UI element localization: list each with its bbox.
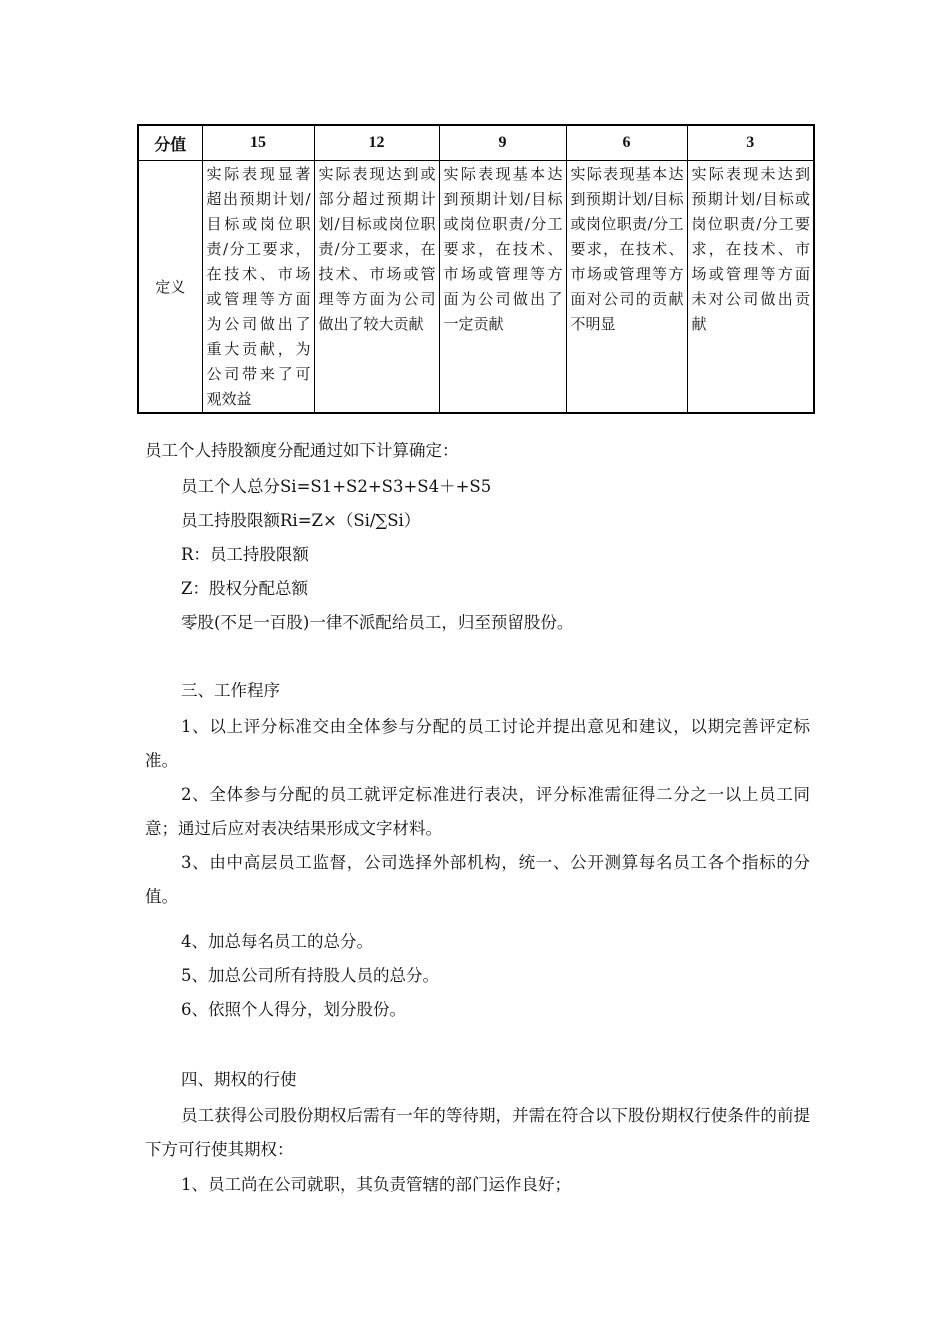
definition-text: 实际表现达到或部分超过预期计划/目标或岗位职责/分工要求，在技术、市场或管理等方面为公司做出了较大贡献 [318,165,436,333]
definition-cell-6 [566,161,687,414]
definition-cell-9 [439,161,566,414]
section-3-item-5: 5、加总公司所有持股人员的总分。 [181,966,439,985]
score-15: 15 [202,125,314,161]
section-4-item-1: 1、员工尚在公司就职，其负责管辖的部门运作良好； [181,1175,571,1194]
section-3-item-4: 4、加总每名员工的总分。 [181,932,373,951]
odd-lot-rule: 零股(不足一百股)一律不派配给员工，归至预留股份。 [181,613,574,632]
definition-text: 实际表现显著超出预期计划/目标或岗位职责/分工要求，在技术、市场或管理等方面为公司做出了重大贡献，为公司带来了可观效益 [206,165,311,408]
score-3: 3 [687,125,814,161]
formula-total-score: 员工个人总分Si=S1+S2+S3+S4＋+S5 [181,477,492,496]
section-3-title: 三、工作程序 [181,681,280,700]
definition-cell-15 [202,161,314,414]
formula-z-definition: Z：股权分配总额 [181,579,308,598]
section-3-item-2: 2、全体参与分配的员工就评定标准进行表决，评分标准需征得二分之一以上员工同意；通过后应对表决结果形成文字材料。 [145,785,810,838]
section-3-item-1: 1、以上评分标准交由全体参与分配的员工讨论并提出意见和建议，以期完善评定标准。 [145,717,810,770]
section-3-item-3: 3、由中高层员工监督，公司选择外部机构，统一、公开测算每名员工各个指标的分值。 [145,853,810,906]
formula-r-definition: R：员工持股限额 [181,545,309,564]
definition-text: 实际表现基本达到预期计划/目标或岗位职责/分工要求，在技术、市场或管理等方面对公司的贡献不明显 [570,165,684,333]
score-header-label: 分值 [138,125,202,161]
definition-text: 实际表现基本达到预期计划/目标或岗位职责/分工要求，在技术、市场或管理等方面为公司做出了一定贡献 [443,165,563,333]
definition-text: 实际表现未达到预期计划/目标或岗位职责/分工要求，在技术、市场或管理等方面未对公司做出贡献 [691,165,810,333]
formula-limit: 员工持股限额Ri=Z×（Si/∑Si） [181,511,421,530]
formula-intro: 员工个人持股额度分配通过如下计算确定： [145,441,459,460]
score-12: 12 [314,125,439,161]
score-definition-table [137,124,815,414]
section-3-item-6: 6、依照个人得分，划分股份。 [181,1000,406,1019]
section-4-title: 四、期权的行使 [181,1070,297,1089]
score-9: 9 [439,125,566,161]
definition-cell-12 [314,161,439,414]
score-header-row [138,125,814,161]
score-6: 6 [566,125,687,161]
definition-cell-3 [687,161,814,414]
section-4-intro: 员工获得公司股份期权后需有一年的等待期，并需在符合以下股份期权行使条件的前提下方可行使其期权： [145,1106,810,1159]
definition-label: 定义 [138,161,202,414]
definition-row [138,161,814,414]
